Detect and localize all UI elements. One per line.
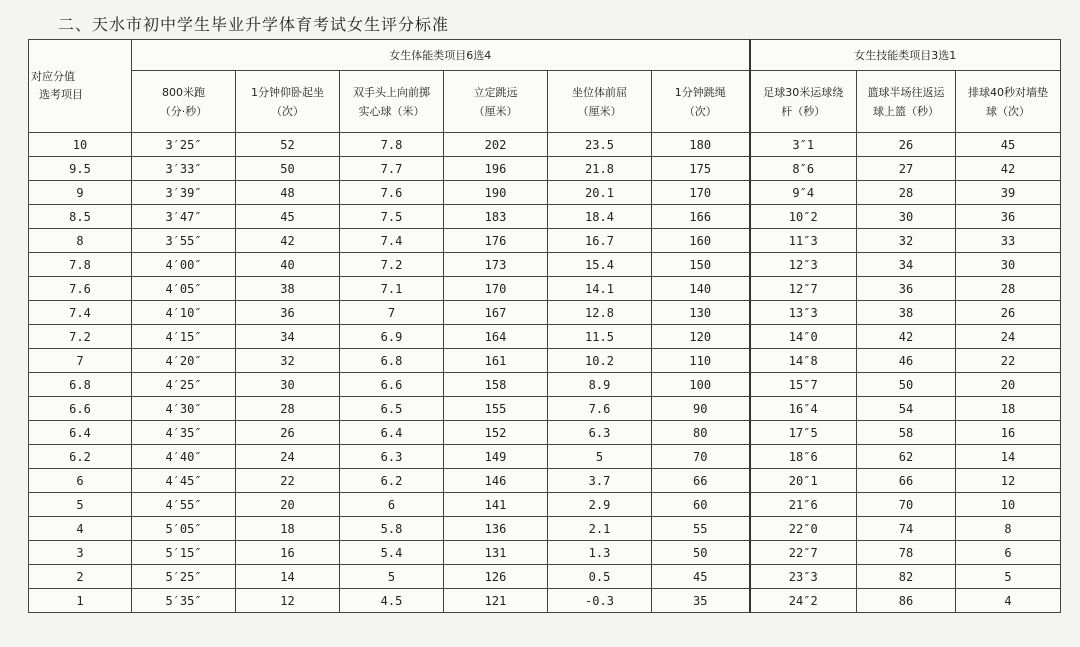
cell-volleyball: 6: [956, 541, 1061, 565]
table-row: [29, 349, 1061, 373]
cell-score: 3: [29, 541, 132, 565]
cell-situps: 24: [236, 445, 340, 469]
cell-volleyball: 14: [956, 445, 1061, 469]
cell-situps: 52: [236, 133, 340, 157]
cell-football: 21″6: [750, 493, 857, 517]
cell-score: 8.5: [29, 205, 132, 229]
cell-jump-rope: 175: [652, 157, 750, 181]
cell-volleyball: 22: [956, 349, 1061, 373]
cell-jump-rope: 50: [652, 541, 750, 565]
cell-sit-reach: 1.3: [548, 541, 652, 565]
score-table: [28, 39, 1061, 613]
cell-medicine-ball: 6.6: [340, 373, 444, 397]
cell-run-800m: 5′35″: [132, 589, 236, 613]
cell-run-800m: 4′15″: [132, 325, 236, 349]
cell-basketball: 82: [857, 565, 956, 589]
cell-football: 14″0: [750, 325, 857, 349]
cell-situps: 14: [236, 565, 340, 589]
cell-jump-rope: 180: [652, 133, 750, 157]
header-group-row: [29, 40, 1061, 71]
cell-situps: 50: [236, 157, 340, 181]
cell-score: 9: [29, 181, 132, 205]
cell-sit-reach: 7.6: [548, 397, 652, 421]
cell-basketball: 38: [857, 301, 956, 325]
cell-volleyball: 39: [956, 181, 1061, 205]
cell-sit-reach: 11.5: [548, 325, 652, 349]
cell-long-jump: 176: [444, 229, 548, 253]
cell-basketball: 28: [857, 181, 956, 205]
cell-situps: 42: [236, 229, 340, 253]
cell-jump-rope: 60: [652, 493, 750, 517]
cell-sit-reach: 23.5: [548, 133, 652, 157]
cell-jump-rope: 100: [652, 373, 750, 397]
col-header-800m: 800米跑 （分·秒）: [132, 71, 236, 133]
cell-sit-reach: 12.8: [548, 301, 652, 325]
cell-volleyball: 24: [956, 325, 1061, 349]
col-header-jump-rope: 1分钟跳绳 （次）: [652, 71, 750, 133]
cell-basketball: 50: [857, 373, 956, 397]
col-header-long-jump: 立定跳远 （厘米）: [444, 71, 548, 133]
cell-volleyball: 5: [956, 565, 1061, 589]
cell-jump-rope: 160: [652, 229, 750, 253]
table-row: [29, 469, 1061, 493]
cell-football: 17″5: [750, 421, 857, 445]
cell-football: 3″1: [750, 133, 857, 157]
corner-item-label: 选考项目: [39, 88, 83, 101]
cell-football: 24″2: [750, 589, 857, 613]
cell-medicine-ball: 7.8: [340, 133, 444, 157]
cell-basketball: 66: [857, 469, 956, 493]
col-header-volleyball: 排球40秒对墙垫 球（次）: [956, 71, 1061, 133]
cell-score: 7.8: [29, 253, 132, 277]
cell-score: 4: [29, 517, 132, 541]
cell-volleyball: 8: [956, 517, 1061, 541]
cell-score: 8: [29, 229, 132, 253]
cell-basketball: 86: [857, 589, 956, 613]
cell-situps: 30: [236, 373, 340, 397]
cell-long-jump: 167: [444, 301, 548, 325]
cell-medicine-ball: 4.5: [340, 589, 444, 613]
cell-basketball: 30: [857, 205, 956, 229]
cell-jump-rope: 170: [652, 181, 750, 205]
cell-situps: 16: [236, 541, 340, 565]
cell-score: 7.4: [29, 301, 132, 325]
cell-volleyball: 16: [956, 421, 1061, 445]
cell-sit-reach: 10.2: [548, 349, 652, 373]
cell-football: 16″4: [750, 397, 857, 421]
cell-score: 9.5: [29, 157, 132, 181]
cell-sit-reach: 0.5: [548, 565, 652, 589]
cell-jump-rope: 80: [652, 421, 750, 445]
cell-sit-reach: 21.8: [548, 157, 652, 181]
cell-medicine-ball: 6.2: [340, 469, 444, 493]
cell-long-jump: 170: [444, 277, 548, 301]
cell-football: 23″3: [750, 565, 857, 589]
cell-basketball: 34: [857, 253, 956, 277]
cell-medicine-ball: 7.2: [340, 253, 444, 277]
cell-score: 6.4: [29, 421, 132, 445]
cell-medicine-ball: 5.8: [340, 517, 444, 541]
col-header-sit-reach: 坐位体前屈 （厘米）: [548, 71, 652, 133]
cell-long-jump: 202: [444, 133, 548, 157]
table-row: [29, 277, 1061, 301]
cell-football: 14″8: [750, 349, 857, 373]
col-header-basketball: 篮球半场往返运 球上篮（秒）: [857, 71, 956, 133]
cell-run-800m: 4′25″: [132, 373, 236, 397]
cell-football: 20″1: [750, 469, 857, 493]
cell-run-800m: 3′47″: [132, 205, 236, 229]
cell-long-jump: 196: [444, 157, 548, 181]
cell-situps: 40: [236, 253, 340, 277]
cell-run-800m: 3′55″: [132, 229, 236, 253]
cell-situps: 38: [236, 277, 340, 301]
cell-jump-rope: 120: [652, 325, 750, 349]
cell-football: 22″7: [750, 541, 857, 565]
cell-run-800m: 4′10″: [132, 301, 236, 325]
cell-situps: 22: [236, 469, 340, 493]
cell-sit-reach: 16.7: [548, 229, 652, 253]
cell-basketball: 36: [857, 277, 956, 301]
cell-sit-reach: 18.4: [548, 205, 652, 229]
cell-situps: 45: [236, 205, 340, 229]
cell-jump-rope: 55: [652, 517, 750, 541]
cell-football: 11″3: [750, 229, 857, 253]
cell-volleyball: 10: [956, 493, 1061, 517]
cell-run-800m: 3′33″: [132, 157, 236, 181]
col-header-medicine-ball: 双手头上向前掷 实心球（米）: [340, 71, 444, 133]
cell-basketball: 70: [857, 493, 956, 517]
cell-medicine-ball: 6.4: [340, 421, 444, 445]
table-row: [29, 589, 1061, 613]
cell-run-800m: 4′20″: [132, 349, 236, 373]
cell-medicine-ball: 7.7: [340, 157, 444, 181]
cell-long-jump: 126: [444, 565, 548, 589]
col-header-situps: 1分钟仰卧起坐 （次）: [236, 71, 340, 133]
cell-sit-reach: 15.4: [548, 253, 652, 277]
cell-volleyball: 30: [956, 253, 1061, 277]
cell-situps: 32: [236, 349, 340, 373]
cell-volleyball: 45: [956, 133, 1061, 157]
cell-score: 5: [29, 493, 132, 517]
cell-football: 9″4: [750, 181, 857, 205]
cell-medicine-ball: 6: [340, 493, 444, 517]
cell-basketball: 27: [857, 157, 956, 181]
cell-basketball: 26: [857, 133, 956, 157]
cell-medicine-ball: 5.4: [340, 541, 444, 565]
cell-volleyball: 12: [956, 469, 1061, 493]
cell-long-jump: 149: [444, 445, 548, 469]
cell-basketball: 46: [857, 349, 956, 373]
cell-medicine-ball: 7.5: [340, 205, 444, 229]
table-row: [29, 229, 1061, 253]
cell-long-jump: 173: [444, 253, 548, 277]
cell-basketball: 62: [857, 445, 956, 469]
table-row: [29, 181, 1061, 205]
cell-score: 6: [29, 469, 132, 493]
cell-score: 7.2: [29, 325, 132, 349]
cell-run-800m: 4′35″: [132, 421, 236, 445]
cell-situps: 48: [236, 181, 340, 205]
corner-header: [29, 40, 132, 133]
cell-medicine-ball: 7.1: [340, 277, 444, 301]
cell-football: 13″3: [750, 301, 857, 325]
table-row: [29, 205, 1061, 229]
cell-sit-reach: 5: [548, 445, 652, 469]
cell-long-jump: 152: [444, 421, 548, 445]
table-row: [29, 373, 1061, 397]
cell-long-jump: 136: [444, 517, 548, 541]
cell-football: 12″3: [750, 253, 857, 277]
cell-jump-rope: 90: [652, 397, 750, 421]
cell-jump-rope: 130: [652, 301, 750, 325]
cell-score: 10: [29, 133, 132, 157]
cell-situps: 36: [236, 301, 340, 325]
cell-long-jump: 146: [444, 469, 548, 493]
cell-sit-reach: 8.9: [548, 373, 652, 397]
cell-jump-rope: 66: [652, 469, 750, 493]
cell-sit-reach: 2.1: [548, 517, 652, 541]
cell-basketball: 54: [857, 397, 956, 421]
cell-jump-rope: 45: [652, 565, 750, 589]
cell-situps: 34: [236, 325, 340, 349]
cell-volleyball: 33: [956, 229, 1061, 253]
cell-medicine-ball: 6.8: [340, 349, 444, 373]
table-row: [29, 493, 1061, 517]
cell-basketball: 78: [857, 541, 956, 565]
cell-volleyball: 18: [956, 397, 1061, 421]
table-row: [29, 133, 1061, 157]
cell-sit-reach: 2.9: [548, 493, 652, 517]
cell-score: 6.6: [29, 397, 132, 421]
cell-long-jump: 131: [444, 541, 548, 565]
cell-run-800m: 3′39″: [132, 181, 236, 205]
cell-volleyball: 26: [956, 301, 1061, 325]
cell-situps: 18: [236, 517, 340, 541]
cell-sit-reach: -0.3: [548, 589, 652, 613]
cell-situps: 28: [236, 397, 340, 421]
cell-score: 6.2: [29, 445, 132, 469]
cell-basketball: 58: [857, 421, 956, 445]
cell-score: 1: [29, 589, 132, 613]
cell-run-800m: 4′55″: [132, 493, 236, 517]
cell-run-800m: 4′40″: [132, 445, 236, 469]
cell-football: 18″6: [750, 445, 857, 469]
cell-long-jump: 161: [444, 349, 548, 373]
header-column-row: [29, 71, 1061, 133]
cell-score: 2: [29, 565, 132, 589]
cell-jump-rope: 70: [652, 445, 750, 469]
table-row: [29, 157, 1061, 181]
group-skill-header: 女生技能类项目3选1: [750, 40, 1061, 71]
cell-medicine-ball: 7.4: [340, 229, 444, 253]
cell-jump-rope: 110: [652, 349, 750, 373]
col-header-football: 足球30米运球绕 杆（秒）: [750, 71, 857, 133]
cell-medicine-ball: 6.5: [340, 397, 444, 421]
cell-volleyball: 28: [956, 277, 1061, 301]
table-row: [29, 325, 1061, 349]
cell-sit-reach: 20.1: [548, 181, 652, 205]
cell-football: 12″7: [750, 277, 857, 301]
cell-volleyball: 36: [956, 205, 1061, 229]
table-row: [29, 541, 1061, 565]
cell-football: 10″2: [750, 205, 857, 229]
cell-medicine-ball: 7: [340, 301, 444, 325]
cell-long-jump: 158: [444, 373, 548, 397]
group-physical-header: 女生体能类项目6选4: [132, 40, 750, 71]
cell-jump-rope: 150: [652, 253, 750, 277]
cell-jump-rope: 35: [652, 589, 750, 613]
cell-situps: 20: [236, 493, 340, 517]
table-row: [29, 517, 1061, 541]
cell-medicine-ball: 6.9: [340, 325, 444, 349]
cell-long-jump: 190: [444, 181, 548, 205]
cell-long-jump: 164: [444, 325, 548, 349]
cell-medicine-ball: 6.3: [340, 445, 444, 469]
corner-score-label: 对应分值: [31, 70, 75, 83]
cell-score: 7: [29, 349, 132, 373]
table-row: [29, 397, 1061, 421]
cell-situps: 26: [236, 421, 340, 445]
cell-basketball: 32: [857, 229, 956, 253]
cell-situps: 12: [236, 589, 340, 613]
cell-jump-rope: 166: [652, 205, 750, 229]
cell-score: 6.8: [29, 373, 132, 397]
table-row: [29, 301, 1061, 325]
page-title: 二、天水市初中学生毕业升学体育考试女生评分标准: [58, 15, 450, 34]
cell-football: 22″0: [750, 517, 857, 541]
cell-run-800m: 3′25″: [132, 133, 236, 157]
cell-sit-reach: 6.3: [548, 421, 652, 445]
cell-long-jump: 183: [444, 205, 548, 229]
cell-long-jump: 155: [444, 397, 548, 421]
table-row: [29, 565, 1061, 589]
score-table-body: [29, 133, 1061, 613]
cell-run-800m: 4′45″: [132, 469, 236, 493]
cell-volleyball: 4: [956, 589, 1061, 613]
cell-football: 8″6: [750, 157, 857, 181]
table-row: [29, 445, 1061, 469]
cell-sit-reach: 14.1: [548, 277, 652, 301]
cell-run-800m: 5′05″: [132, 517, 236, 541]
cell-volleyball: 20: [956, 373, 1061, 397]
cell-sit-reach: 3.7: [548, 469, 652, 493]
cell-basketball: 42: [857, 325, 956, 349]
cell-run-800m: 4′00″: [132, 253, 236, 277]
table-row: [29, 253, 1061, 277]
cell-run-800m: 4′30″: [132, 397, 236, 421]
cell-football: 15″7: [750, 373, 857, 397]
table-row: [29, 421, 1061, 445]
cell-long-jump: 141: [444, 493, 548, 517]
cell-score: 7.6: [29, 277, 132, 301]
cell-volleyball: 42: [956, 157, 1061, 181]
cell-run-800m: 4′05″: [132, 277, 236, 301]
cell-basketball: 74: [857, 517, 956, 541]
cell-run-800m: 5′15″: [132, 541, 236, 565]
cell-medicine-ball: 7.6: [340, 181, 444, 205]
cell-jump-rope: 140: [652, 277, 750, 301]
cell-medicine-ball: 5: [340, 565, 444, 589]
cell-long-jump: 121: [444, 589, 548, 613]
cell-run-800m: 5′25″: [132, 565, 236, 589]
